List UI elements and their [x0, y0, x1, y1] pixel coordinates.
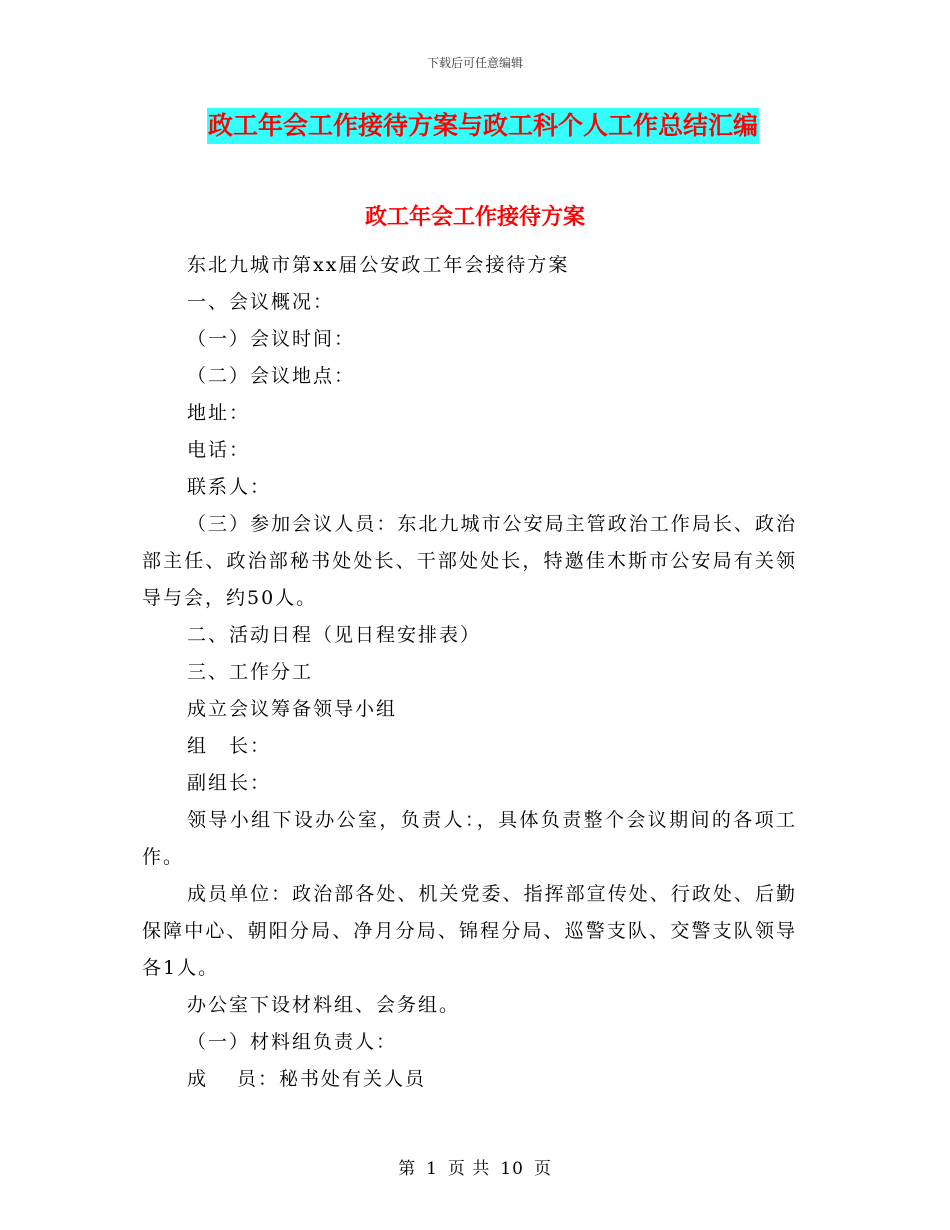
paragraph-address: 地址：	[187, 402, 251, 424]
footer-middle: 页 共	[447, 1159, 491, 1179]
paragraph-heading-schedule: 二、活动日程（见日程安排表）	[187, 624, 482, 646]
footer-suffix: 页	[533, 1159, 552, 1179]
paragraph-office-groups: 办公室下设材料组、会务组。	[187, 994, 461, 1016]
paragraph-phone: 电话：	[187, 439, 251, 461]
footer-total-pages: 10	[500, 1159, 524, 1179]
footer-prefix: 第	[398, 1159, 417, 1179]
paragraph-meeting-name: 东北九城市第xx届公安政工年会接待方案	[187, 254, 570, 276]
paragraph-office: 领导小组下设办公室，负责人：，具体负责整个会议期间的各项工作。	[142, 809, 797, 868]
footer-page-number: 1	[426, 1159, 438, 1179]
paragraph-meeting-location: （二）会议地点：	[187, 365, 356, 387]
paragraph-attendees: （三）参加会议人员：东北九城市公安局主管政治工作局长、政治部主任、政治部秘书处处长、干部处处长，特邀佳木斯市公安局有关领导与会，约50人。	[142, 513, 797, 609]
page-footer	[0, 1154, 950, 1179]
paragraph-materials-group: （一）材料组负责人：	[187, 1031, 398, 1053]
paragraph-contact: 联系人：	[187, 476, 272, 498]
paragraph-meeting-time: （一）会议时间：	[187, 328, 356, 350]
paragraph-members: 成 员：秘书处有关人员	[187, 1068, 427, 1090]
header-note: 下载后可任意编辑	[426, 56, 523, 70]
document-main-title: 政工年会工作接待方案与政工科个人工作总结汇编	[207, 108, 759, 144]
paragraph-deputy-leader: 副组长：	[187, 772, 272, 794]
paragraph-group-leader: 组 长：	[187, 735, 272, 757]
paragraph-heading-overview: 一、会议概况：	[187, 291, 335, 313]
paragraph-heading-division: 三、工作分工	[187, 661, 314, 683]
document-body	[142, 247, 797, 1098]
section-title: 政工年会工作接待方案	[364, 204, 585, 230]
paragraph-leading-group: 成立会议筹备领导小组	[187, 698, 398, 720]
paragraph-member-units: 成员单位：政治部各处、机关党委、指挥部宣传处、行政处、后勤保障中心、朝阳分局、净月分局、锦程分局、巡警支队、交警支队领导各1人。	[142, 883, 797, 979]
